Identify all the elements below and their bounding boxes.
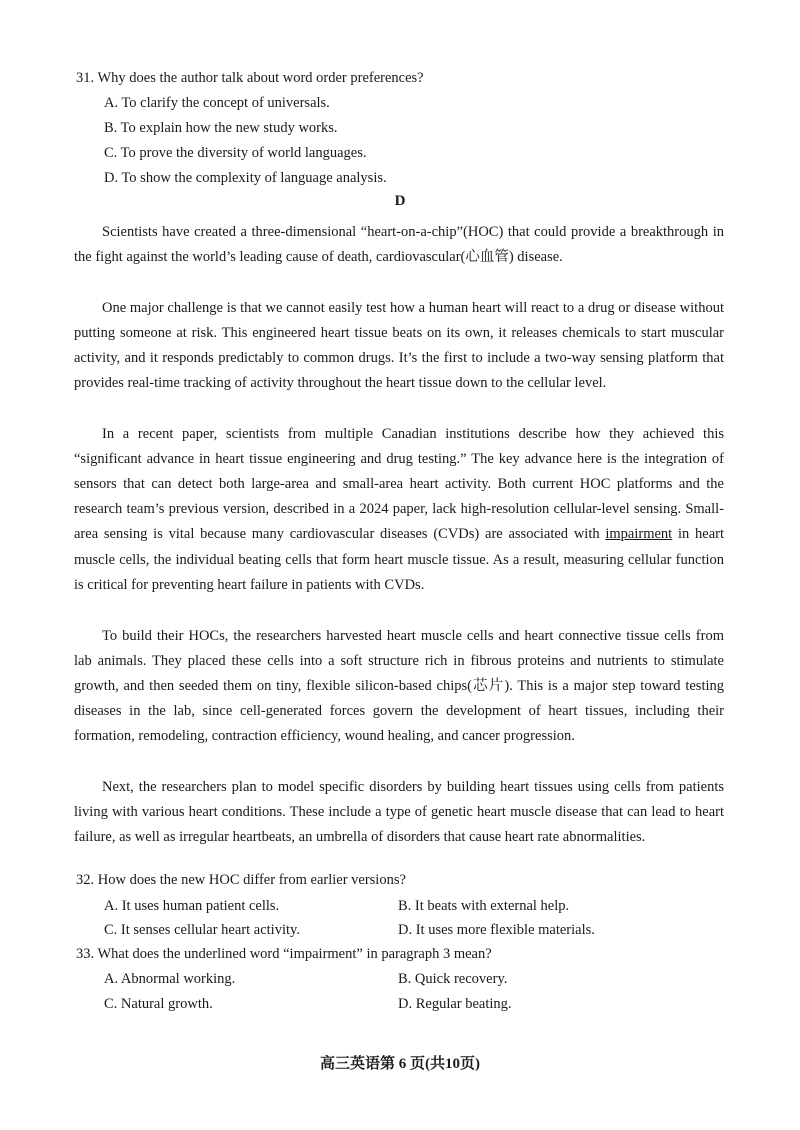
question-32-option-d: D. It uses more flexible materials. [398, 922, 595, 938]
paragraph-3-text-after: in heart muscle cells, the individual beating cells that form heart muscle tissue. As a result, measuring cellular function is critical for preventing heart failure in patients with CVDs. [74, 526, 724, 593]
question-32-option-a: A. It uses human patient cells. [104, 898, 280, 914]
question-33-option-b: B. Quick recovery. [398, 971, 508, 987]
passage-paragraph-5: Next, the researchers plan to model specific disorders by building heart tissues using cells from patients living with various heart conditions. These include a type of genetic heart muscle disease that can lead to heart failure, as well as irregular heartbeats, an umbrella of disorders that cause heart rate abnormalities. [74, 778, 724, 845]
question-31-option-c: C. To prove the diversity of world languages. [104, 145, 367, 161]
question-31-stem: 31. Why does the author talk about word order preferences? [76, 70, 424, 86]
question-32-stem: 32. How does the new HOC differ from earlier versions? [76, 872, 406, 888]
question-33-stem: 33. What does the underlined word “impairment” in paragraph 3 mean? [76, 946, 492, 962]
passage-title: D [394, 193, 406, 209]
question-33-option-d: D. Regular beating. [398, 996, 512, 1012]
paragraph-3-text-before: In a recent paper, scientists from multiple Canadian institutions describe how they achieved this “significant advance in heart tissue engineering and drug testing.” The key advance here is the integration of sensors that can detect both large-area and small-area heart activity. Both current HOC platforms and the research team’s previous version, described in a 2024 paper, lack high-resolution cellular-level sensing. Small-area sensing is vital because many cardiovascular diseases (CVDs) are associated with [74, 425, 724, 543]
underlined-word: impairment [605, 526, 673, 543]
passage-paragraph-1: Scientists have created a three-dimensional “heart-on-a-chip”(HOC) that could provide a breakthrough in the fight against the world’s leading cause of death, cardiovascular(心血管) disease. [74, 223, 724, 265]
question-33-option-a: A. Abnormal working. [104, 971, 236, 987]
passage-paragraph-2: One major challenge is that we cannot easily test how a human heart will react to a drug or disease without putting someone at risk. This engineered heart tissue beats on its own, it releases chemicals to start muscular activity, and it responds predictably to common drugs. It’s the first to include a two-way sensing platform that provides real-time tracking of activity throughout the heart tissue down to the cellular level. [74, 299, 724, 392]
question-32-option-c: C. It senses cellular heart activity. [104, 922, 300, 938]
passage-paragraph-4: To build their HOCs, the researchers harvested heart muscle cells and heart connective tissue cells from lab animals. They placed these cells into a soft structure rich in fibrous proteins and nutrients to stimulate growth, and then seeded them on tiny, flexible silicon-based chips(芯片). This is a major step toward testing diseases in the lab, since cell-generated forces govern the development of heart tissues, including their formation, remodeling, contraction efficiency, wound healing, and cancer progression. [74, 627, 724, 745]
question-31-option-b: B. To explain how the new study works. [104, 120, 338, 136]
question-32-option-b: B. It beats with external help. [398, 898, 570, 914]
question-31-option-d: D. To show the complexity of language analysis. [104, 170, 387, 186]
question-31-option-a: A. To clarify the concept of universals. [104, 95, 330, 111]
question-33-option-c: C. Natural growth. [104, 996, 213, 1012]
page-footer: 高三英语第 6 页(共10页) [320, 1056, 480, 1072]
passage-paragraph-3 [74, 422, 724, 598]
